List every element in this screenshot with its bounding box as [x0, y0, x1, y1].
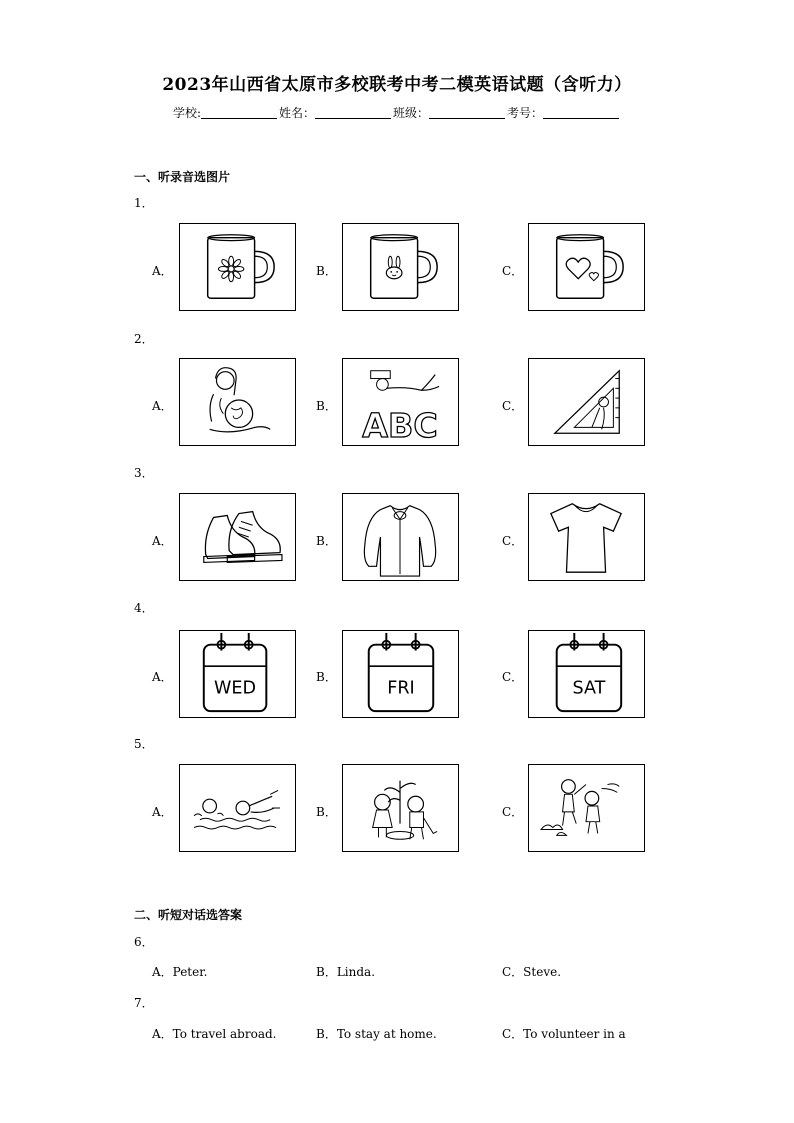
name-label: 姓名：	[279, 106, 316, 120]
planting-tree-kids-icon	[343, 765, 458, 851]
q6-option-a[interactable]: A．Peter.	[152, 965, 208, 979]
calendar-wed-icon	[180, 631, 295, 717]
question-2-number: 2．	[134, 332, 154, 346]
q1-option-c-image[interactable]	[528, 223, 645, 311]
t-shirt-icon	[529, 494, 644, 580]
q7-option-a[interactable]: A．To travel abroad.	[152, 1027, 277, 1041]
q4-option-a-image[interactable]	[179, 630, 296, 718]
section-2-title: 二、听短对话选答案	[134, 908, 243, 922]
q6-option-c[interactable]: C．Steve.	[502, 965, 562, 979]
q4-option-b-letter: B．	[316, 670, 337, 684]
q2-option-a-letter: A．	[152, 399, 173, 413]
question-6-number: 6．	[134, 935, 154, 949]
calendar-day-label: WED	[214, 678, 257, 699]
number-blank[interactable]	[543, 106, 619, 119]
q2-option-c-image[interactable]	[528, 358, 645, 446]
mug-heart-icon	[529, 224, 644, 310]
class-blank[interactable]	[429, 106, 505, 119]
question-1-number: 1．	[134, 196, 154, 210]
q4-option-c-image[interactable]	[528, 630, 645, 718]
q2-option-c-letter: C．	[502, 399, 524, 413]
q6-option-b[interactable]: B．Linda.	[316, 965, 376, 979]
sneakers-icon	[180, 494, 295, 580]
q5-option-b-letter: B．	[316, 805, 337, 819]
hiking-kids-icon	[529, 765, 644, 851]
q1-option-c-letter: C．	[502, 264, 524, 278]
q3-option-a-image[interactable]	[179, 493, 296, 581]
school-blank[interactable]	[201, 106, 277, 119]
svg-text:ABC: ABC	[362, 406, 438, 445]
blouse-icon	[343, 494, 458, 580]
mug-flower-icon	[180, 224, 295, 310]
section-1-title: 一、听录音选图片	[134, 170, 231, 184]
page-title: 2023年山西省太原市多校联考中考二模英语试题（含听力）	[162, 75, 632, 95]
q4-option-c-letter: C．	[502, 670, 524, 684]
question-4-number: 4．	[134, 601, 154, 615]
q2-option-b-image[interactable]	[342, 358, 459, 446]
boy-abc-icon	[343, 359, 458, 445]
q1-option-b-image[interactable]	[342, 223, 459, 311]
q5-option-c-letter: C．	[502, 805, 524, 819]
calendar-sat-icon	[529, 631, 644, 717]
q1-option-a-image[interactable]	[179, 223, 296, 311]
q1-option-a-letter: A．	[152, 264, 173, 278]
question-3-number: 3．	[134, 466, 154, 480]
q5-option-c-image[interactable]	[528, 764, 645, 852]
q3-option-c-image[interactable]	[528, 493, 645, 581]
q3-option-c-letter: C．	[502, 534, 524, 548]
girl-globe-icon	[180, 359, 295, 445]
swimming-kids-icon	[180, 765, 295, 851]
q5-option-a-image[interactable]	[179, 764, 296, 852]
q7-option-c[interactable]: C．To volunteer in a	[502, 1027, 626, 1041]
question-5-number: 5．	[134, 737, 154, 751]
question-7-number: 7．	[134, 996, 154, 1010]
number-label: 考号：	[507, 106, 544, 120]
q4-option-a-letter: A．	[152, 670, 173, 684]
calendar-fri-icon	[343, 631, 458, 717]
q5-option-b-image[interactable]	[342, 764, 459, 852]
name-blank[interactable]	[315, 106, 391, 119]
class-label: 班级：	[393, 106, 430, 120]
mug-rabbit-icon	[343, 224, 458, 310]
q2-option-a-image[interactable]	[179, 358, 296, 446]
q7-option-b[interactable]: B．To stay at home.	[316, 1027, 437, 1041]
q3-option-b-image[interactable]	[342, 493, 459, 581]
q1-option-b-letter: B．	[316, 264, 337, 278]
q3-option-b-letter: B．	[316, 534, 337, 548]
q4-option-b-image[interactable]	[342, 630, 459, 718]
girl-triangle-ruler-icon	[529, 359, 644, 445]
calendar-day-label: SAT	[572, 678, 606, 699]
q5-option-a-letter: A．	[152, 805, 173, 819]
student-info-line	[0, 104, 794, 121]
q2-option-b-letter: B．	[316, 399, 337, 413]
school-label: 学校:	[172, 106, 201, 120]
q3-option-a-letter: A．	[152, 534, 173, 548]
calendar-day-label: FRI	[387, 678, 415, 699]
